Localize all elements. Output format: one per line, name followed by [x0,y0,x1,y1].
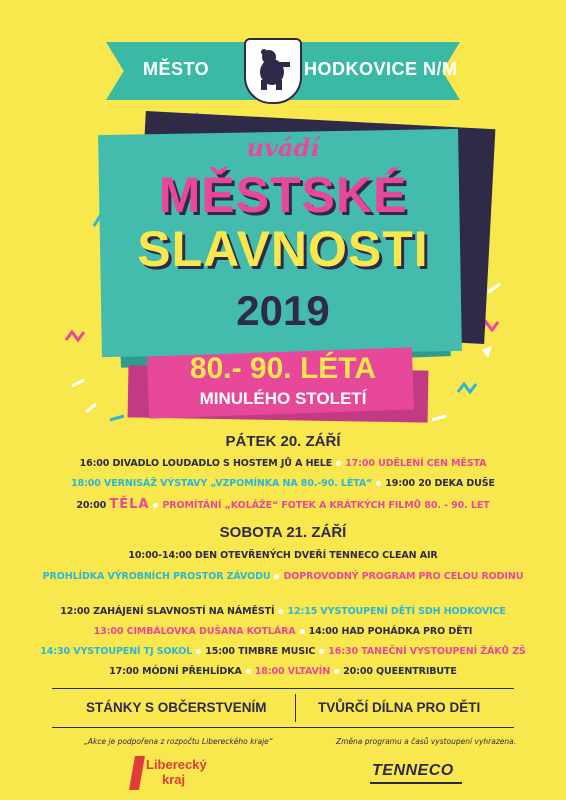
program-item: 19:00 20 DEKA DUŠE [385,478,495,489]
separator-dot [319,649,324,654]
footer-bottom-divider [52,727,514,728]
separator-dot [274,574,279,579]
separator-dot [376,481,381,486]
separator-dot [246,669,251,674]
program-item: 14:00 HAD POHÁDKA PRO DĚTI [308,626,473,637]
program-item: 20:00 [76,500,107,511]
program-item: 12:00 ZAHÁJENÍ SLAVNOSTÍ NA NÁMĚSTÍ [60,606,275,617]
program-item: 18:00 VLTAVÍN [254,666,331,677]
friday-heading: PÁTEK 20. ZÁŘÍ [225,433,341,450]
footer-workshop: TVŮRČÍ DÍLNA PRO DĚTI [318,700,481,715]
separator-dot [300,629,305,634]
title-line-1: MĚSTSKÉ [158,167,408,223]
program-item: 18:00 VERNISÁŽ VÝSTAVY „VZPOMÍNKA NA 80.-90. LÉTA“ [71,478,373,489]
logo-text-line-2: kraj [162,772,186,787]
bear-coat-of-arms-icon [252,46,292,92]
saturday-row-3 [0,606,566,617]
program-item: 16:30 TANEČNÍ VYSTOUPENÍ ŽÁKŮ ZŠ [328,646,526,657]
saturday-row-2 [0,571,566,582]
program-item: 12:15 VYSTOUPENÍ DĚTÍ SDH HODKOVICE [287,606,506,617]
logo-text-line-1: Liberecký [146,757,207,772]
footer-top-divider [52,688,514,689]
separator-dot [153,503,158,508]
intro-text: uvádí [246,133,320,162]
logo-red-mark [129,756,145,790]
separator-dot [336,461,341,466]
funding-note: „Akce je podpořena z rozpočtu Libereckého kraje“ [84,737,273,746]
saturday-row-4 [0,626,566,637]
friday-row-2 [0,478,566,489]
saturday-row-1 [0,550,566,561]
program-item: 10:00-14:00 DEN OTEVŘENÝCH DVEŘÍ TENNECO CLEAN AIR [128,550,438,561]
program-item: 15:00 TIMBRE MUSIC [205,646,316,657]
saturday-row-5 [0,646,566,657]
liberecky-kraj-logo [132,756,212,792]
change-note: Změna programu a časů vystoupení vyhrazena. [336,737,517,746]
separator-dot [278,609,283,614]
tenneco-logo: TENNECO [372,762,454,779]
separator-dot [334,669,339,674]
theme-main: 80.- 90. LÉTA [189,352,377,385]
title-line-2: SLAVNOSTI [137,221,429,277]
tela-band-logo: TĚLA [109,497,150,512]
coat-of-arms [244,38,302,104]
friday-row-3 [0,497,566,512]
header-left-text: MĚSTO [143,59,210,79]
footer-stands: STÁNKY S OBČERSTVENÍM [86,700,267,715]
program-item: 14:30 VYSTOUPENÍ TJ SOKOL [40,646,193,657]
footer-vertical-divider [295,694,296,722]
program-item: PROHLÍDKA VÝROBNÍCH PROSTOR ZÁVODU [42,571,271,582]
program-item: 17:00 UDĚLENÍ CEN MĚSTA [345,458,487,469]
saturday-row-6 [0,666,566,677]
title-year: 2019 [236,287,330,334]
separator-dot [196,649,201,654]
program-item: 20:00 QUEENTRIBUTE [343,666,457,677]
program-item: 16:00 DIVADLO LOUDADLO S HOSTEM JŮ A HELE [79,458,333,469]
header-right-text: HODKOVICE N/M [304,59,458,79]
saturday-heading: SOBOTA 21. ZÁŘÍ [219,524,347,541]
program-item: DOPROVODNÝ PROGRAM PRO CELOU RODINU [283,571,524,582]
theme-sub: MINULÉHO STOLETÍ [199,389,367,408]
tenneco-underline [370,782,462,784]
program-item: 13:00 CIMBÁLOVKA DUŠANA KOTLÁRA [93,626,296,637]
program-item: 17:00 MÓDNÍ PŘEHLÍDKA [109,666,242,677]
program-item: PROMÍTÁNÍ „KOLÁŽE“ FOTEK A KRÁTKÝCH FILMŮ 80. - 90. LET [162,500,490,511]
friday-row-1 [0,458,566,469]
